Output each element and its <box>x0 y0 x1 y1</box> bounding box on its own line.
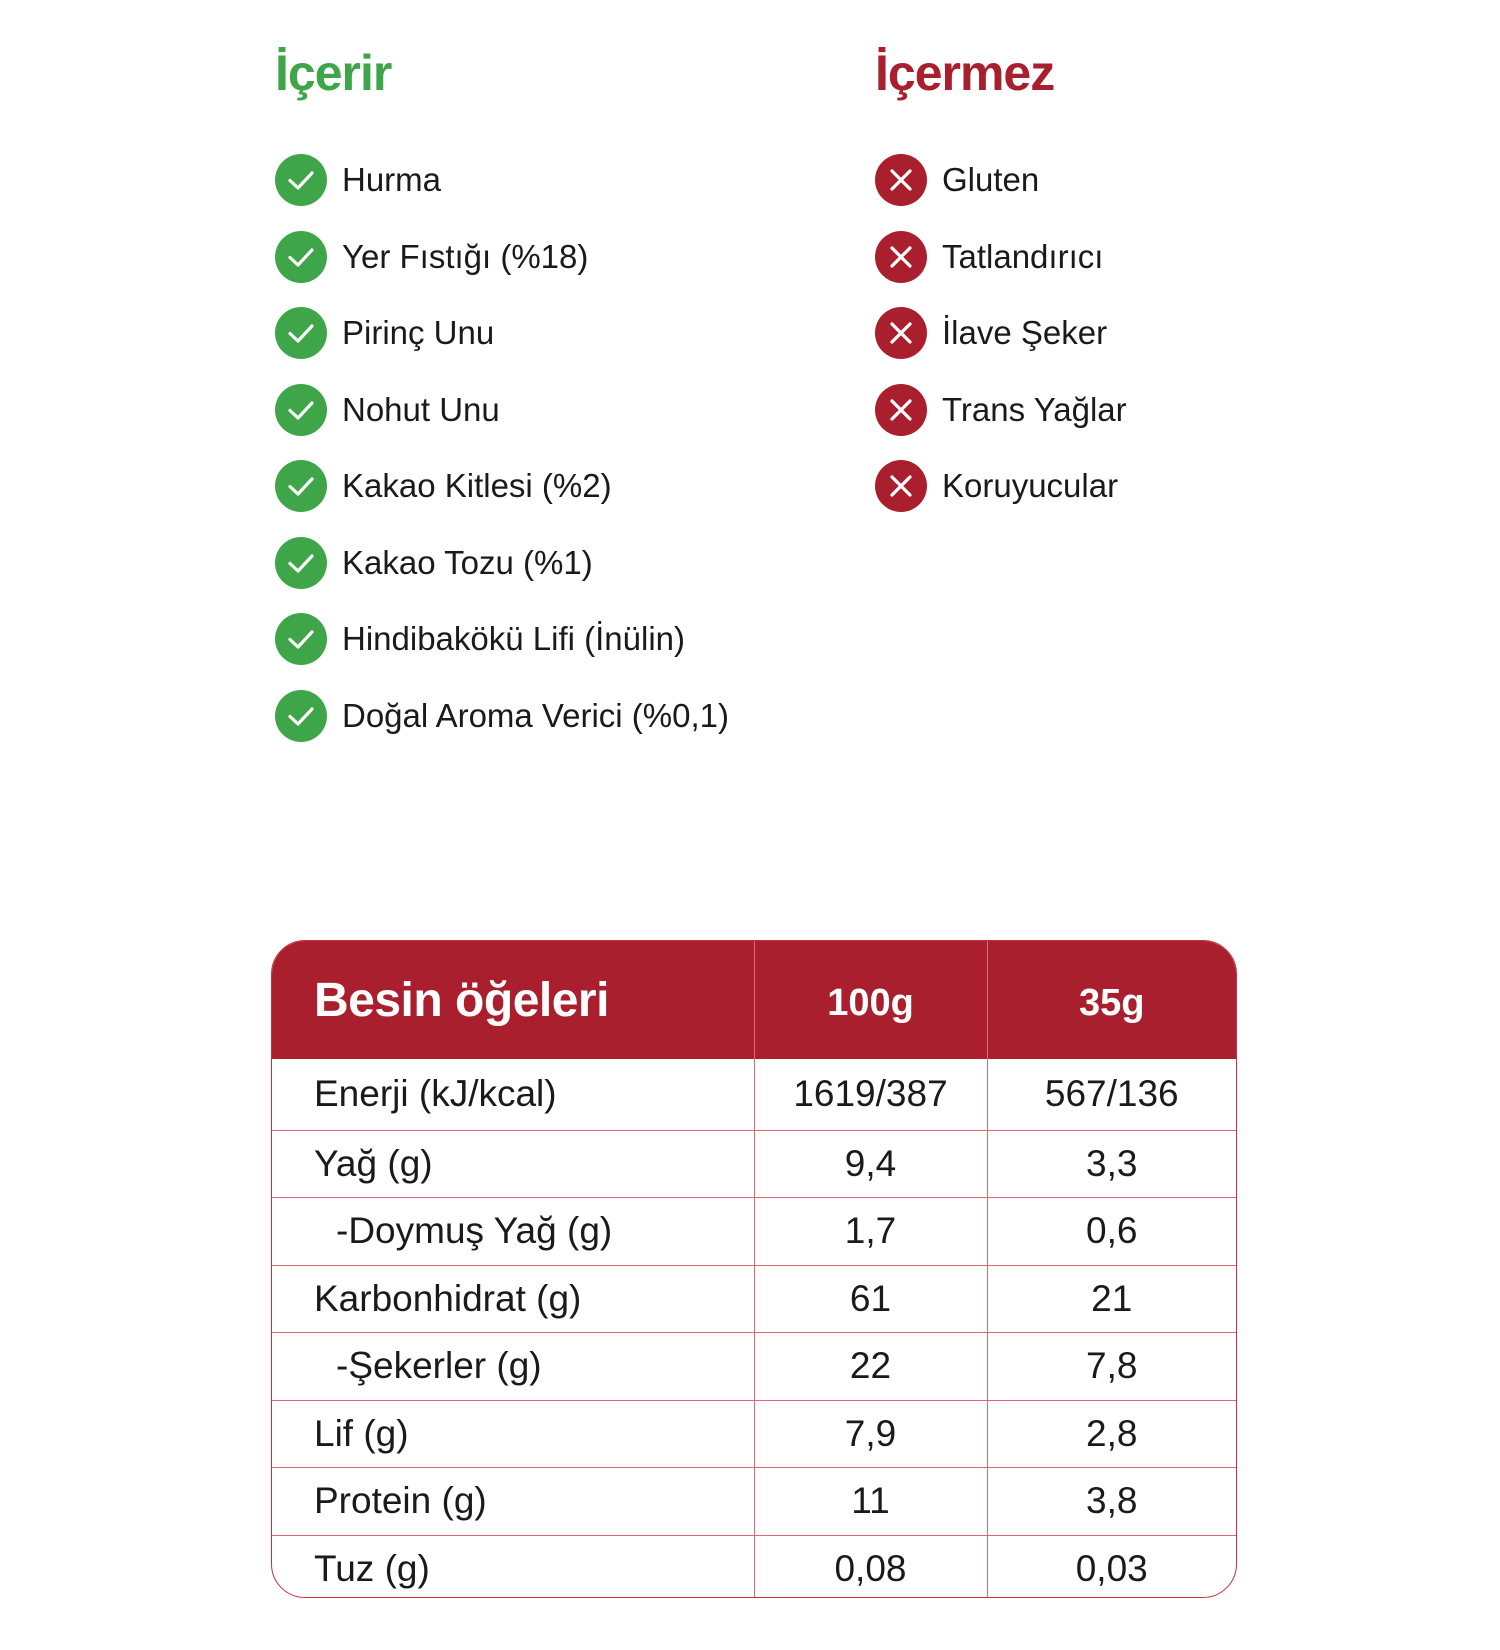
table-row <box>272 1265 1236 1333</box>
cross-icon <box>875 154 927 206</box>
value-per-35g: 3,8 <box>987 1468 1236 1536</box>
value-per-35g: 0,6 <box>987 1198 1236 1266</box>
value-per-100g: 1,7 <box>754 1198 987 1266</box>
check-icon <box>275 231 327 283</box>
nutrient-label: Yağ (g) <box>272 1130 754 1198</box>
list-item <box>275 372 729 449</box>
value-per-100g: 11 <box>754 1468 987 1536</box>
value-per-35g: 21 <box>987 1265 1236 1333</box>
nutrient-label: Protein (g) <box>272 1468 754 1536</box>
header-nutrients: Besin öğeleri <box>314 973 609 1027</box>
list-item <box>875 372 1127 449</box>
nutrient-label: -Şekerler (g) <box>272 1333 754 1401</box>
table-row <box>272 1130 1236 1198</box>
value-per-100g: 61 <box>754 1265 987 1333</box>
list-item <box>875 219 1127 296</box>
value-per-100g: 22 <box>754 1333 987 1401</box>
list-item <box>275 601 729 678</box>
nutrition-table <box>271 940 1237 1598</box>
contains-list <box>275 142 729 754</box>
table-header-row <box>272 941 1236 1059</box>
header-per-35g: 35g <box>987 941 1236 1059</box>
excluded-label: İlave Şeker <box>942 314 1108 352</box>
value-per-100g: 9,4 <box>754 1130 987 1198</box>
value-per-100g: 0,08 <box>754 1535 987 1598</box>
ingredient-label: Pirinç Unu <box>342 314 495 352</box>
ingredient-label: Doğal Aroma Verici (%0,1) <box>342 696 729 734</box>
check-icon <box>275 154 327 206</box>
check-icon <box>275 384 327 436</box>
list-item <box>275 525 729 602</box>
ingredient-label: Nohut Unu <box>342 390 500 428</box>
cross-icon <box>875 460 927 512</box>
value-per-35g: 7,8 <box>987 1333 1236 1401</box>
table-row <box>272 1468 1236 1536</box>
list-item <box>275 448 729 525</box>
value-per-35g: 567/136 <box>987 1059 1236 1130</box>
ingredient-label: Hindibakökü Lifi (İnülin) <box>342 620 686 658</box>
excludes-title: İçermez <box>875 45 1055 101</box>
check-icon <box>275 613 327 665</box>
ingredient-label: Kakao Kitlesi (%2) <box>342 467 612 505</box>
value-per-35g: 2,8 <box>987 1400 1236 1468</box>
nutrient-label: Enerji (kJ/kcal) <box>314 1073 557 1115</box>
check-icon <box>275 690 327 742</box>
cross-icon <box>875 307 927 359</box>
list-item <box>875 448 1127 525</box>
table-row <box>272 1400 1236 1468</box>
nutrient-label: Tuz (g) <box>272 1535 754 1598</box>
list-item <box>275 219 729 296</box>
contains-title: İçerir <box>275 45 392 101</box>
list-item <box>875 295 1127 372</box>
nutrient-label: -Doymuş Yağ (g) <box>272 1198 754 1266</box>
value-per-100g: 7,9 <box>754 1400 987 1468</box>
table-row <box>272 1535 1236 1598</box>
list-item <box>275 142 729 219</box>
excluded-label: Tatlandırıcı <box>942 237 1104 275</box>
list-item <box>275 678 729 755</box>
value-per-35g: 0,03 <box>987 1535 1236 1598</box>
check-icon <box>275 460 327 512</box>
table-row <box>272 1333 1236 1401</box>
excluded-label: Gluten <box>942 161 1040 199</box>
value-per-35g: 3,3 <box>987 1130 1236 1198</box>
value-per-100g: 1619/387 <box>754 1059 987 1130</box>
nutrient-label: Lif (g) <box>272 1400 754 1468</box>
ingredient-label: Yer Fıstığı (%18) <box>342 237 589 275</box>
nutrient-label: Karbonhidrat (g) <box>272 1265 754 1333</box>
header-per-100g: 100g <box>754 941 987 1059</box>
table-row <box>272 1198 1236 1266</box>
list-item <box>275 295 729 372</box>
excluded-label: Trans Yağlar <box>942 390 1127 428</box>
cross-icon <box>875 231 927 283</box>
table-row <box>272 1059 1236 1130</box>
list-item <box>875 142 1127 219</box>
excludes-list <box>875 142 1127 525</box>
excluded-label: Koruyucular <box>942 467 1119 505</box>
cross-icon <box>875 384 927 436</box>
ingredient-label: Hurma <box>342 161 442 199</box>
check-icon <box>275 537 327 589</box>
ingredient-label: Kakao Tozu (%1) <box>342 543 593 581</box>
check-icon <box>275 307 327 359</box>
